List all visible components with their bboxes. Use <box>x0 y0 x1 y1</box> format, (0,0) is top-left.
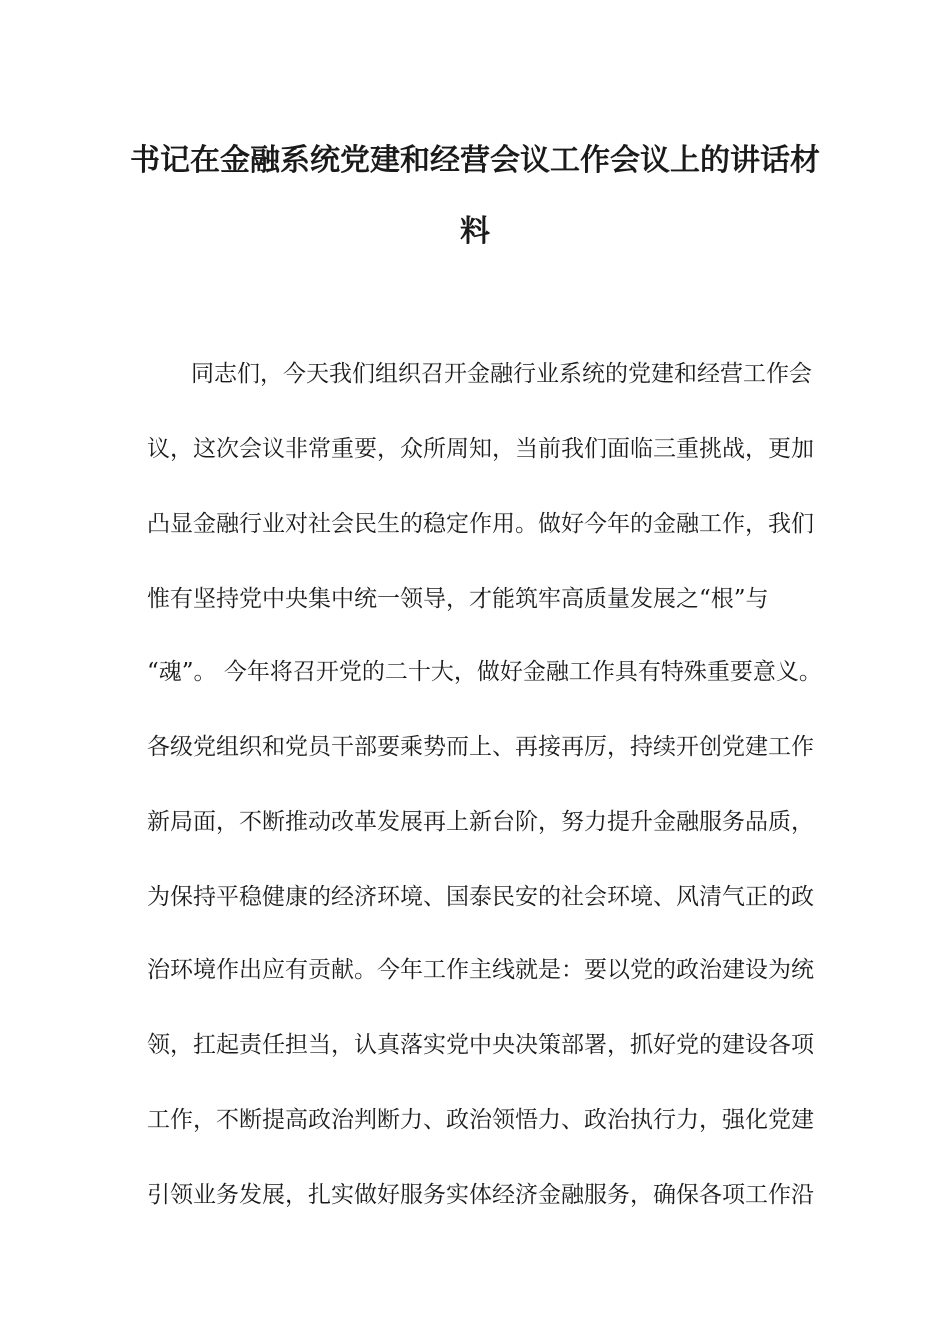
body-line-9: 治环境作出应有贡献。今年工作主线就是：要以党的政治建设为统 <box>147 957 814 983</box>
body-line-2: 议，这次会议非常重要，众所周知，当前我们面临三重挑战，更加 <box>147 436 814 462</box>
body-line-12: 引领业务发展，扎实做好服务实体经济金融服务，确保各项工作沿 <box>147 1182 814 1208</box>
body-line-5: “魂”。 今年将召开党的二十大，做好金融工作具有特殊重要意义。 <box>147 659 822 685</box>
body-line-8: 为保持平稳健康的经济环境、国泰民安的社会环境、风清气正的政 <box>147 884 814 910</box>
body-line-11: 工作，不断提高政治判断力、政治领悟力、政治执行力，强化党建 <box>147 1107 814 1133</box>
body-line-10: 领，扛起责任担当，认真落实党中央决策部署，抓好党的建设各项 <box>147 1032 814 1058</box>
document-title-line-1: 书记在金融系统党建和经营会议工作会议上的讲话材 <box>130 143 820 178</box>
body-line-1: 同志们，今天我们组织召开金融行业系统的党建和经营工作会 <box>191 361 812 387</box>
document-title-line-2: 料 <box>460 214 490 249</box>
body-line-6: 各级党组织和党员干部要乘势而上、再接再厉，持续开创党建工作 <box>147 734 814 760</box>
body-line-7: 新局面，不断推动改革发展再上新台阶，努力提升金融服务品质， <box>147 809 814 835</box>
body-line-3: 凸显金融行业对社会民生的稳定作用。做好今年的金融工作，我们 <box>147 511 814 537</box>
body-line-4: 惟有坚持党中央集中统一领导，才能筑牢高质量发展之“根”与 <box>147 586 769 612</box>
